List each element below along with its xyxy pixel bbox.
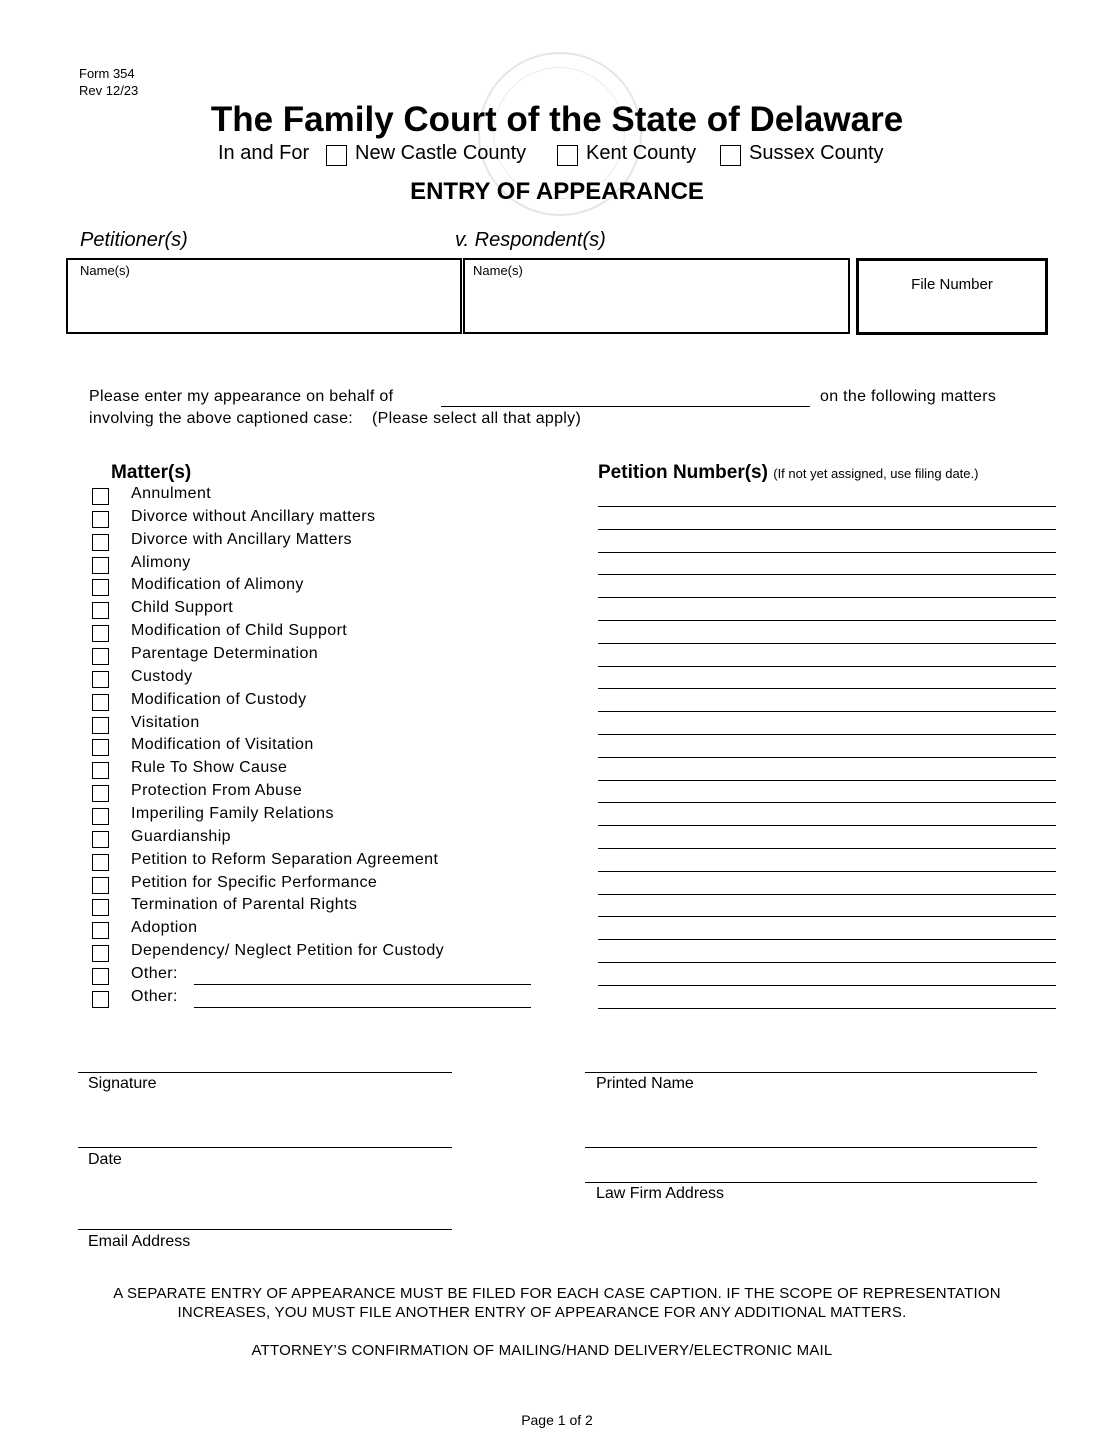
- matters-heading: Matter(s): [111, 462, 192, 483]
- law-firm-line-2[interactable]: [585, 1182, 1037, 1183]
- matter-checkbox[interactable]: [92, 648, 109, 665]
- date-line[interactable]: [78, 1147, 452, 1148]
- petition-number-field[interactable]: [598, 529, 1056, 530]
- petition-number-field[interactable]: [598, 506, 1056, 507]
- petition-heading: [598, 462, 978, 484]
- petition-number-field[interactable]: [598, 985, 1056, 986]
- matter-label: Custody: [131, 667, 193, 685]
- petition-number-field[interactable]: [598, 688, 1056, 689]
- law-firm-label: Law Firm Address: [596, 1185, 725, 1202]
- petition-number-field[interactable]: [598, 620, 1056, 621]
- matter-label: Petition to Reform Separation Agreement: [131, 850, 439, 868]
- printed-name-line[interactable]: [585, 1072, 1037, 1073]
- county-sussex: Sussex County: [749, 142, 884, 164]
- matter-label: Parentage Determination: [131, 645, 319, 663]
- matter-label: Modification of Custody: [131, 690, 307, 708]
- petition-heading-text: Petition Number(s): [598, 462, 768, 483]
- petition-number-field[interactable]: [598, 848, 1056, 849]
- matter-checkbox[interactable]: [92, 991, 109, 1008]
- matter-checkbox[interactable]: [92, 488, 109, 505]
- matter-checkbox[interactable]: [92, 739, 109, 756]
- county-new-castle: New Castle County: [355, 142, 527, 164]
- petition-number-field[interactable]: [598, 597, 1056, 598]
- intro-text-1: Please enter my appearance on behalf of: [89, 388, 394, 405]
- notice-line-1: A SEPARATE ENTRY OF APPEARANCE MUST BE FILED FOR EACH CASE CAPTION. IF THE SCOPE OF REPRESENTATION: [113, 1285, 1001, 1302]
- matter-checkbox[interactable]: [92, 922, 109, 939]
- matter-label: Divorce without Ancillary matters: [131, 507, 376, 525]
- respondent-label: v. Respondent(s): [455, 229, 606, 251]
- page-title: The Family Court of the State of Delaware: [210, 100, 904, 139]
- matter-label: Divorce with Ancillary Matters: [131, 530, 352, 548]
- petition-number-field[interactable]: [598, 894, 1056, 895]
- matter-label: Annulment: [131, 485, 212, 502]
- matter-checkbox[interactable]: [92, 762, 109, 779]
- matter-checkbox[interactable]: [92, 854, 109, 871]
- petition-number-field[interactable]: [598, 780, 1056, 781]
- respondent-name-box[interactable]: [463, 258, 850, 334]
- petition-number-field[interactable]: [598, 643, 1056, 644]
- other-matter-field[interactable]: [194, 984, 531, 985]
- matter-label: Rule To Show Cause: [131, 759, 288, 777]
- petition-number-field[interactable]: [598, 871, 1056, 872]
- on-behalf-of-field[interactable]: [441, 406, 810, 407]
- matter-label: Termination of Parental Rights: [131, 896, 358, 914]
- petition-number-field[interactable]: [598, 802, 1056, 803]
- matter-checkbox[interactable]: [92, 694, 109, 711]
- confirmation-heading: ATTORNEY’S CONFIRMATION OF MAILING/HAND DELIVERY/ELECTRONIC MAIL: [251, 1342, 833, 1359]
- matter-label: Adoption: [131, 919, 198, 937]
- matter-label: Other:: [131, 965, 178, 983]
- page-number: Page 1 of 2: [521, 1412, 593, 1428]
- petitioner-label: Petitioner(s): [80, 229, 188, 251]
- matter-label: Other:: [131, 987, 178, 1005]
- petition-number-field[interactable]: [598, 1008, 1056, 1009]
- petition-number-field[interactable]: [598, 734, 1056, 735]
- form-revision: Rev 12/23: [79, 83, 139, 98]
- matter-label: Child Support: [131, 599, 234, 617]
- law-firm-line-1[interactable]: [585, 1147, 1037, 1148]
- checkbox-kent[interactable]: [557, 145, 578, 166]
- petition-note: (If not yet assigned, use filing date.): [773, 466, 979, 481]
- matter-checkbox[interactable]: [92, 579, 109, 596]
- matter-label: Modification of Visitation: [131, 736, 314, 754]
- petition-number-field[interactable]: [598, 711, 1056, 712]
- petition-number-field[interactable]: [598, 825, 1056, 826]
- matter-checkbox[interactable]: [92, 831, 109, 848]
- signature-label: Signature: [88, 1075, 157, 1092]
- other-matter-field[interactable]: [194, 1007, 531, 1008]
- matter-checkbox[interactable]: [92, 899, 109, 916]
- respondent-name-label: Name(s): [473, 263, 523, 278]
- date-label: Date: [88, 1151, 122, 1168]
- matter-checkbox[interactable]: [92, 557, 109, 574]
- matter-checkbox[interactable]: [92, 785, 109, 802]
- matter-checkbox[interactable]: [92, 717, 109, 734]
- matter-checkbox[interactable]: [92, 877, 109, 894]
- file-number-box[interactable]: [856, 258, 1048, 335]
- intro-text-1b: on the following matters: [820, 388, 997, 405]
- matter-checkbox[interactable]: [92, 808, 109, 825]
- petition-number-field[interactable]: [598, 666, 1056, 667]
- matter-checkbox[interactable]: [92, 625, 109, 642]
- email-label: Email Address: [88, 1233, 191, 1250]
- matter-checkbox[interactable]: [92, 511, 109, 528]
- matter-checkbox[interactable]: [92, 534, 109, 551]
- matter-checkbox[interactable]: [92, 602, 109, 619]
- file-number-label: File Number: [911, 276, 993, 293]
- matter-checkbox[interactable]: [92, 671, 109, 688]
- petition-number-field[interactable]: [598, 916, 1056, 917]
- matter-label: Modification of Child Support: [131, 622, 348, 640]
- matter-checkbox[interactable]: [92, 945, 109, 962]
- petition-number-field[interactable]: [598, 757, 1056, 758]
- form-subtitle: ENTRY OF APPEARANCE: [410, 178, 704, 205]
- petition-number-field[interactable]: [598, 574, 1056, 575]
- petition-number-field[interactable]: [598, 962, 1056, 963]
- intro-text-2: involving the above captioned case: (Please select all that apply): [89, 410, 582, 427]
- checkbox-new-castle[interactable]: [326, 145, 347, 166]
- county-kent: Kent County: [586, 142, 697, 164]
- matter-label: Alimony: [131, 553, 191, 571]
- matter-label: Modification of Alimony: [131, 576, 304, 594]
- petition-number-field[interactable]: [598, 939, 1056, 940]
- matter-label: Protection From Abuse: [131, 782, 303, 800]
- checkbox-sussex[interactable]: [720, 145, 741, 166]
- matter-label: Dependency/ Neglect Petition for Custody: [131, 942, 445, 960]
- petition-number-field[interactable]: [598, 552, 1056, 553]
- email-line[interactable]: [78, 1229, 452, 1230]
- matter-label: Visitation: [131, 713, 200, 731]
- petitioner-name-label: Name(s): [80, 263, 130, 278]
- notice-line-2: INCREASES, YOU MUST FILE ANOTHER ENTRY OF APPEARANCE FOR ANY ADDITIONAL MATTERS.: [177, 1304, 907, 1321]
- signature-line[interactable]: [78, 1072, 452, 1073]
- form-number: Form 354: [79, 66, 135, 81]
- printed-name-label: Printed Name: [596, 1075, 694, 1092]
- matter-label: Imperiling Family Relations: [131, 805, 334, 823]
- matter-label: Petition for Specific Performance: [131, 873, 378, 891]
- matter-label: Guardianship: [131, 827, 231, 845]
- matter-checkbox[interactable]: [92, 968, 109, 985]
- county-prefix: In and For: [218, 142, 310, 164]
- petitioner-name-box[interactable]: [66, 258, 462, 334]
